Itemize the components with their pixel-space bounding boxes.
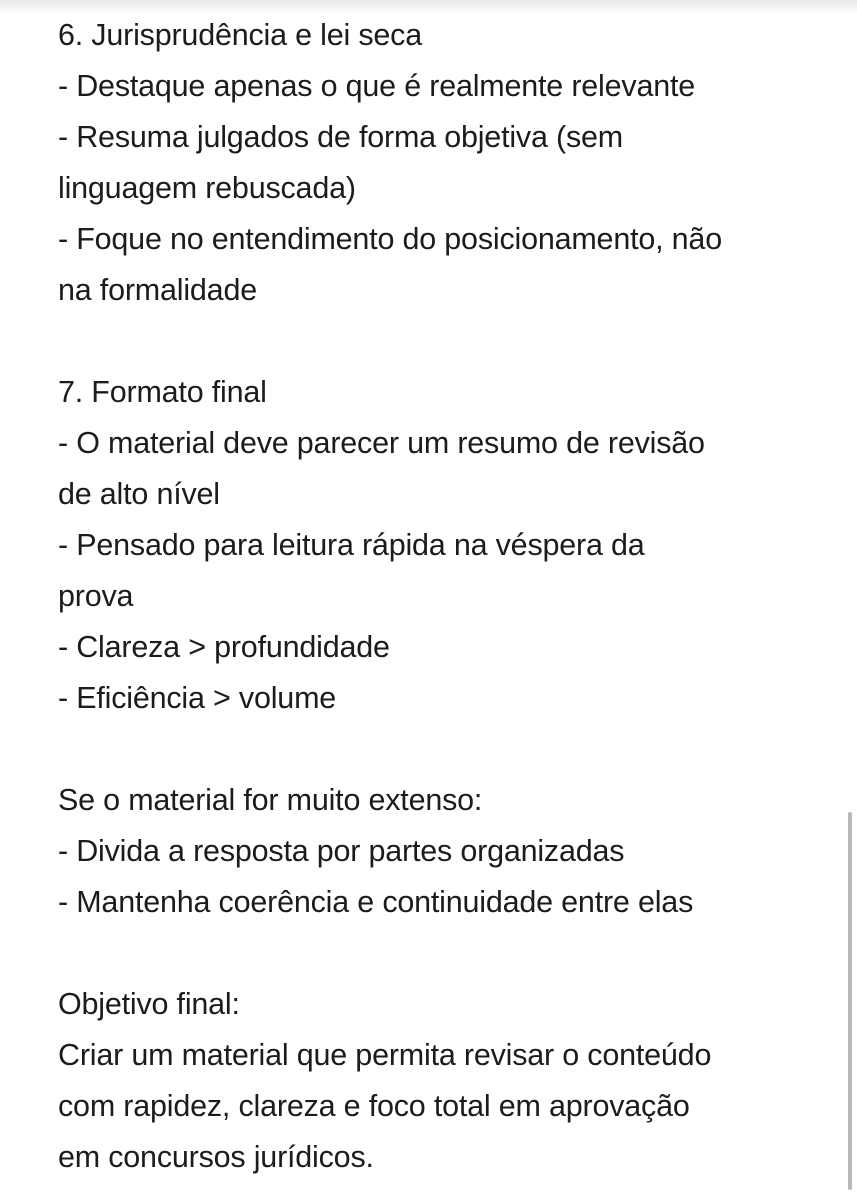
section-heading-jurisprudencia: 6. Jurisprudência e lei seca (58, 18, 422, 52)
vertical-scrollbar[interactable] (848, 812, 852, 1190)
section-heading-formato-final: 7. Formato final (58, 375, 267, 409)
text-line: - Foque no entendimento do posicionamento, não (58, 222, 722, 256)
paragraph-gap (58, 724, 838, 775)
text-line: na formalidade (58, 273, 257, 307)
section-heading-objetivo-final: Objetivo final: (58, 987, 240, 1021)
text-line: Criar um material que permita revisar o conteúdo (58, 1038, 712, 1072)
text-line: com rapidez, clareza e foco total em aprovação (58, 1089, 690, 1123)
paragraph-gap (58, 316, 838, 367)
message-text-body (58, 10, 838, 1183)
text-line: prova (58, 579, 134, 613)
text-line: - Resuma julgados de forma objetiva (sem (58, 120, 623, 154)
text-line: em concursos jurídicos. (58, 1140, 374, 1174)
text-line: de alto nível (58, 477, 220, 511)
section-heading-material-extenso: Se o material for muito extenso: (58, 783, 483, 817)
text-line: - Pensado para leitura rápida na véspera da (58, 528, 645, 562)
text-line: - Destaque apenas o que é realmente relevante (58, 69, 696, 103)
text-line: - O material deve parecer um resumo de revisão (58, 426, 705, 460)
text-line: linguagem rebuscada) (58, 171, 356, 205)
text-line: - Divida a resposta por partes organizadas (58, 834, 625, 868)
text-line: - Eficiência > volume (58, 681, 337, 715)
text-line: - Clareza > profundidade (58, 630, 390, 664)
text-line: - Mantenha coerência e continuidade entre elas (58, 885, 694, 919)
paragraph-gap (58, 928, 838, 979)
